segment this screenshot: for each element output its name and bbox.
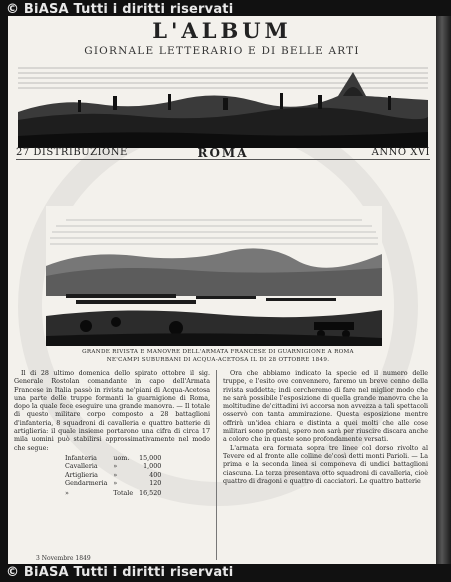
troop-name: Infanteria: [65, 454, 97, 462]
troop-row: [62, 480, 164, 488]
page-binding: [436, 16, 451, 564]
caption-line-2: NE'CAMPI SUBURBANI DI ACQUA-ACETOSA IL DI 28 OTTOBRE 1849.: [106, 356, 330, 363]
right-column: [223, 370, 428, 486]
total-label: Totale: [113, 490, 134, 498]
city-label: ROMA: [197, 146, 249, 160]
military-review-engraving: [46, 206, 382, 346]
troop-unit: »: [113, 463, 118, 471]
rome-panorama-engraving: [18, 60, 428, 148]
issue-info-bar: [16, 147, 430, 160]
troop-row: [62, 472, 164, 480]
watermark-bottom: © BiASA Tutti i diritti riservati: [6, 565, 234, 580]
column-divider: [216, 370, 217, 560]
troop-total-row: [62, 488, 164, 498]
left-paragraph: Il di 28 ultimo domenica dello spirato ottobre il sig. Generale Rostolan comandante in capo dell'Armata Francese in Italia passò in rivista ne'piani di Acqua-Acetosa una parte delle truppe formanti la guarnigione di Roma, dopo la quale fece eseguire una grande manovra. — Il totale di questo militare corpo composto a 28 battaglioni d'infanteria, 8 squadroni di cavalleria e quattro batterie di artiglieria: il quale insieme portarono una cifra di circa 17 mila uomini può stabilirsi approssimativamente nel modo che segue:: [14, 370, 210, 452]
year-label: ANNO XVI: [371, 147, 430, 158]
right-paragraph-1: Ora che abbiamo indicato la specie ed il numero delle truppe, e l'esito ove convennero, faremo un breve cenno della rivista suddetta; indi cercheremo di fare nel miglior modo che ne sarà possibile l'esposizione di quella grande manovra che la moltitudine de'cittadini ivi accorsa non avvezza a tali spettacoli osservò con tanta ammirazione. Questa esposizione mentre offrirà un'idea chiara e distinta a quei molti che alle cose militari sono profani, spero non sarà per riuscire discara anche a coloro che in queste sono profondamente versati.: [223, 370, 428, 444]
distribution-label: 27 DISTRIBUZIONE: [16, 147, 128, 158]
total-count: 16,520: [139, 490, 162, 498]
troop-count: 400: [149, 471, 162, 479]
troop-unit: »: [113, 471, 118, 479]
total-marker: »: [65, 490, 69, 498]
engraving-caption: [38, 349, 398, 364]
troop-unit: uom.: [113, 454, 130, 462]
watermark-top: © BiASA Tutti i diritti riservati: [6, 2, 234, 17]
masthead-title: L'ALBUM: [152, 18, 292, 43]
troop-count: 15,000: [139, 454, 162, 462]
troop-table: [62, 455, 164, 498]
issue-date: 3 Novembre 1849: [36, 555, 91, 562]
caption-line-1: GRANDE RIVISTA E MANOVRE DELL'ARMATA FRANCESE DI GUARNIGIONE A ROMA: [82, 349, 354, 355]
troop-unit: »: [113, 479, 118, 487]
right-paragraph-2: L'armata era formata sopra tre linee col dorso rivolto al Tevere ed al fronte alle colline de'così detti monti Parioli. — La prima e la seconda linea si componeva di undici battaglioni ciascuna. La terza presentava otto squadroni di cavalleria, cioè quattro di dragoni e quattro di cacciatori. Le quattro batterie: [223, 444, 428, 485]
troop-name: Artiglieria: [65, 471, 98, 479]
troop-row: [62, 463, 164, 471]
newspaper-page: [8, 16, 436, 564]
masthead-subtitle: GIORNALE LETTERARIO E DI BELLE ARTI: [84, 45, 360, 57]
troop-name: Gendarmeria: [65, 479, 108, 487]
troop-name: Cavalleria: [65, 463, 98, 471]
troop-count: 120: [149, 479, 162, 487]
left-column: [14, 370, 210, 498]
troop-count: 1,000: [143, 463, 162, 471]
